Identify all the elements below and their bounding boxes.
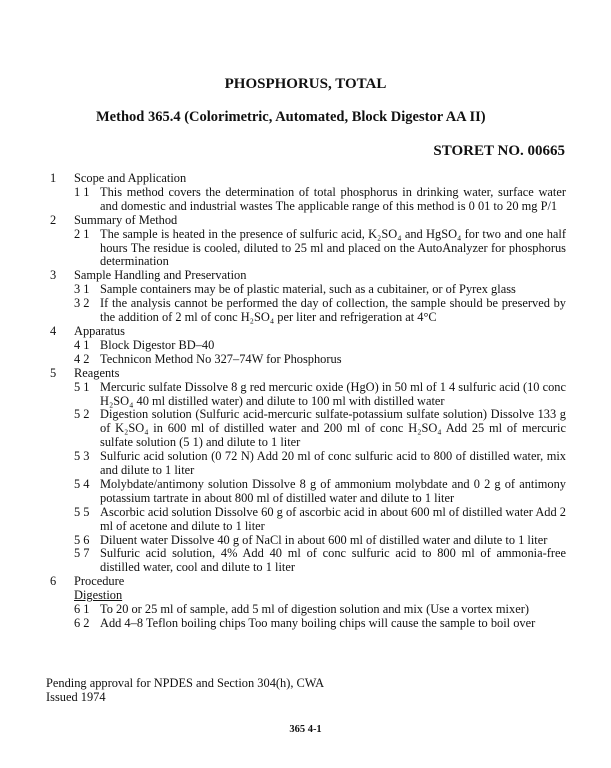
subsection-text: Block Digestor BD–40 bbox=[100, 337, 215, 352]
subsection-number: 5 1 bbox=[74, 379, 90, 394]
issued-note: Issued 1974 bbox=[46, 690, 106, 704]
section bbox=[50, 214, 566, 270]
subsection bbox=[74, 283, 566, 297]
approval-note: Pending approval for NPDES and Section 304(h), CWA bbox=[46, 676, 325, 690]
subsection bbox=[74, 547, 566, 575]
subsection bbox=[74, 339, 566, 353]
section bbox=[50, 172, 566, 214]
section bbox=[50, 325, 566, 367]
footer-notes bbox=[46, 676, 324, 704]
section-heading: Reagents bbox=[74, 365, 120, 380]
method-title: Method 365.4 (Colorimetric, Automated, Block Digestor AA II) bbox=[96, 109, 486, 125]
subsection-number: 5 5 bbox=[74, 504, 90, 519]
subsection-text: Add 4–8 Teflon boiling chips Too many boiling chips will cause the sample to boil over bbox=[100, 616, 536, 630]
subsection-text: Sulfuric acid solution (0 72 N) Add 20 ml of conc sulfuric acid to 800 of distilled water, mix and dilute to 1 liter bbox=[100, 449, 566, 478]
section-number: 2 bbox=[50, 212, 57, 227]
subsection-text: If the analysis cannot be performed the day of collection, the sample should be preserved by the addition of 2 ml of conc H₂SO₄ per liter and refrigeration at 4°C bbox=[100, 296, 566, 325]
subsection-number: 2 1 bbox=[74, 226, 90, 241]
subsection-text: Ascorbic acid solution Dissolve 60 g of ascorbic acid in about 600 ml of distilled water Add 2 ml of acetone and dilute to 1 liter bbox=[100, 504, 566, 533]
subsection-text: Digestion solution (Sulfuric acid-mercuric sulfate-potassium sulfate solution) Dissolve 133 g of K₂SO₄ in 600 ml of distilled water and 200 ml of conc H₂SO₄ Add 25 ml of mercuric sulfate solution (5 1) and dilute to 1 liter bbox=[100, 407, 566, 450]
subsection-number: 5 3 bbox=[74, 449, 90, 464]
subsection-number: 6 1 bbox=[74, 602, 90, 617]
subsection bbox=[74, 478, 566, 506]
section-heading: Procedure bbox=[74, 574, 125, 589]
section-subheading: Digestion bbox=[74, 588, 123, 603]
subsection-number: 5 6 bbox=[74, 532, 90, 547]
subsection bbox=[74, 297, 566, 325]
subsection-text: The sample is heated in the presence of sulfuric acid, K₂SO₄ and HgSO₄ for two and one half hours The residue is cooled, diluted to 25 ml and placed on the AutoAnalyzer for phosphorus determination bbox=[100, 226, 566, 269]
subsection-number: 4 2 bbox=[74, 351, 90, 366]
subsection bbox=[74, 603, 566, 617]
subsection-number: 3 1 bbox=[74, 282, 90, 297]
section-number: 6 bbox=[50, 574, 57, 589]
subsection-number: 1 1 bbox=[74, 184, 90, 199]
subsection-text: Mercuric sulfate Dissolve 8 g red mercuric oxide (HgO) in 50 ml of 1 4 sulfuric acid (10 conc H₂SO₄ 40 ml distilled water) and dilute to 100 ml with distilled water bbox=[100, 379, 566, 408]
subsection bbox=[74, 617, 566, 631]
subsection bbox=[74, 228, 566, 270]
subsection-number: 4 1 bbox=[74, 337, 90, 352]
subsection-number: 5 7 bbox=[74, 546, 90, 561]
section-number: 3 bbox=[50, 268, 57, 283]
section-heading: Summary of Method bbox=[74, 212, 178, 227]
subsection-text: Technicon Method No 327–74W for Phosphorus bbox=[100, 351, 342, 366]
subsection-text: Diluent water Dissolve 40 g of NaCl in about 600 ml of distilled water and dilute to 1 liter bbox=[100, 532, 548, 547]
section-heading: Scope and Application bbox=[74, 171, 187, 185]
subsection-text: This method covers the determination of total phosphorus in drinking water, surface water and domestic and industrial wastes The applicable range of this method is 0 01 to 20 mg P/1 bbox=[100, 184, 566, 213]
subsection-number: 5 2 bbox=[74, 407, 90, 422]
subsection-number: 3 2 bbox=[74, 296, 90, 311]
subsection bbox=[74, 450, 566, 478]
document-body bbox=[50, 172, 566, 631]
subsection-text: Sulfuric acid solution, 4% Add 40 ml of conc sulfuric acid to 800 ml of ammonia-free distilled water, cool and dilute to 1 liter bbox=[100, 546, 566, 575]
section-number: 4 bbox=[50, 323, 57, 338]
subsection bbox=[74, 408, 566, 450]
section-heading: Apparatus bbox=[74, 323, 125, 338]
section-heading: Sample Handling and Preservation bbox=[74, 268, 247, 283]
subsection-text: To 20 or 25 ml of sample, add 5 ml of digestion solution and mix (Use a vortex mixer) bbox=[100, 602, 529, 617]
section bbox=[50, 575, 566, 631]
subsection bbox=[74, 506, 566, 534]
subsection bbox=[74, 186, 566, 214]
subsection-number: 6 2 bbox=[74, 616, 90, 630]
subsection-text: Sample containers may be of plastic material, such as a cubitainer, or of Pyrex glass bbox=[100, 282, 516, 297]
section-number: 1 bbox=[50, 171, 57, 185]
section bbox=[50, 269, 566, 325]
subsection bbox=[74, 381, 566, 409]
subsection-text: Molybdate/antimony solution Dissolve 8 g of ammonium molybdate and 0 2 g of antimony potassium tartrate in about 800 ml of distilled water and dilute to 1 liter bbox=[100, 476, 566, 505]
page-number: 365 4-1 bbox=[289, 724, 322, 735]
document-title: PHOSPHORUS, TOTAL bbox=[224, 76, 387, 92]
subsection bbox=[74, 353, 566, 367]
subsection-number: 5 4 bbox=[74, 476, 90, 491]
storet-number: STORET NO. 00665 bbox=[433, 143, 565, 159]
section bbox=[50, 367, 566, 576]
section-number: 5 bbox=[50, 365, 57, 380]
subsection bbox=[74, 534, 566, 548]
